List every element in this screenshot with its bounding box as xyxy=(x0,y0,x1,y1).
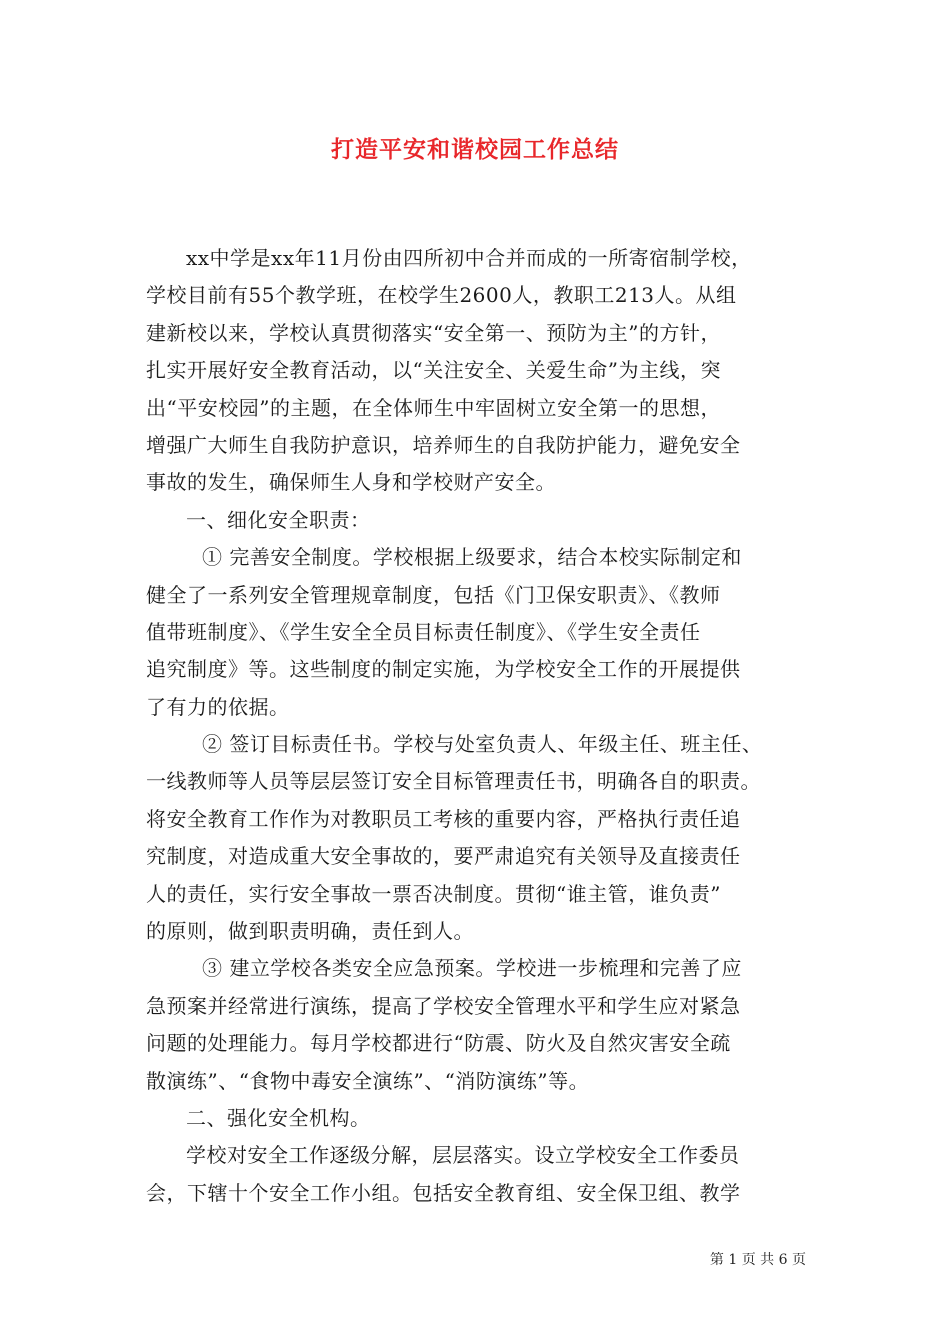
text-line: 会，下辖十个安全工作小组。包括安全教育组、安全保卫组、教学 xyxy=(146,1180,741,1205)
text-line: 值带班制度》、《学生安全全员目标责任制度》、《学生安全责任 xyxy=(146,619,701,644)
text-line: 建新校以来，学校认真贯彻落实“安全第一、预防为主”的方针， xyxy=(146,320,721,345)
text-line: 一、细化安全职责： xyxy=(186,507,371,532)
text-line: 的原则，做到职责明确，责任到人。 xyxy=(146,919,474,944)
text-line: 散演练”、“食物中毒安全演练”、“消防演练”等。 xyxy=(146,1068,590,1093)
document-body xyxy=(146,240,810,1212)
text-line: 人的责任，实行安全事故一票否决制度。贯彻“谁主管，谁负责” xyxy=(146,881,721,906)
text-line: 一线教师等人员等层层签订安全目标管理责任书，明确各自的职责。 xyxy=(146,769,761,794)
text-line: 扎实开展好安全教育活动，以“关注安全、关爱生命”为主线，突 xyxy=(146,358,721,383)
text-line: 健全了一系列安全管理规章制度，包括《门卫保安职责》、《教师 xyxy=(146,582,721,607)
text-line: ① 完善安全制度。学校根据上级要求，结合本校实际制定和 xyxy=(202,545,742,570)
text-line: 急预案并经常进行演练，提高了学校安全管理水平和学生应对紧急 xyxy=(146,993,741,1018)
text-line: 问题的处理能力。每月学校都进行“防震、防火及自然灾害安全疏 xyxy=(146,1031,731,1056)
text-line: ③ 建立学校各类安全应急预案。学校进一步梳理和完善了应 xyxy=(202,956,742,981)
text-line: 学校目前有55个教学班，在校学生2600人，教职工213人。从组 xyxy=(146,283,737,308)
text-line: 学校对安全工作逐级分解，层层落实。设立学校安全工作委员 xyxy=(186,1143,740,1168)
text-line: 了有力的依据。 xyxy=(146,694,290,719)
text-line: xx中学是xx年11月份由四所初中合并而成的一所寄宿制学校， xyxy=(186,246,752,270)
page-title: 打造平安和谐校园工作总结 xyxy=(331,136,619,163)
page-number-footer: 第 1 页 共 6 页 xyxy=(709,1252,806,1268)
text-line: 究制度，对造成重大安全事故的，要严肃追究有关领导及直接责任 xyxy=(146,844,741,869)
text-line: 事故的发生，确保师生人身和学校财产安全。 xyxy=(146,470,556,495)
text-line: 二、强化安全机构。 xyxy=(186,1105,371,1130)
text-line: 将安全教育工作作为对教职员工考核的重要内容，严格执行责任追 xyxy=(146,806,741,831)
text-line: ② 签订目标责任书。学校与处室负责人、年级主任、班主任、 xyxy=(202,732,763,757)
text-line: 出“平安校园”的主题，在全体师生中牢固树立安全第一的思想， xyxy=(146,395,721,420)
text-line: 追究制度》等。这些制度的制定实施，为学校安全工作的开展提供 xyxy=(146,657,741,682)
text-line: 增强广大师生自我防护意识，培养师生的自我防护能力，避免安全 xyxy=(146,432,741,457)
